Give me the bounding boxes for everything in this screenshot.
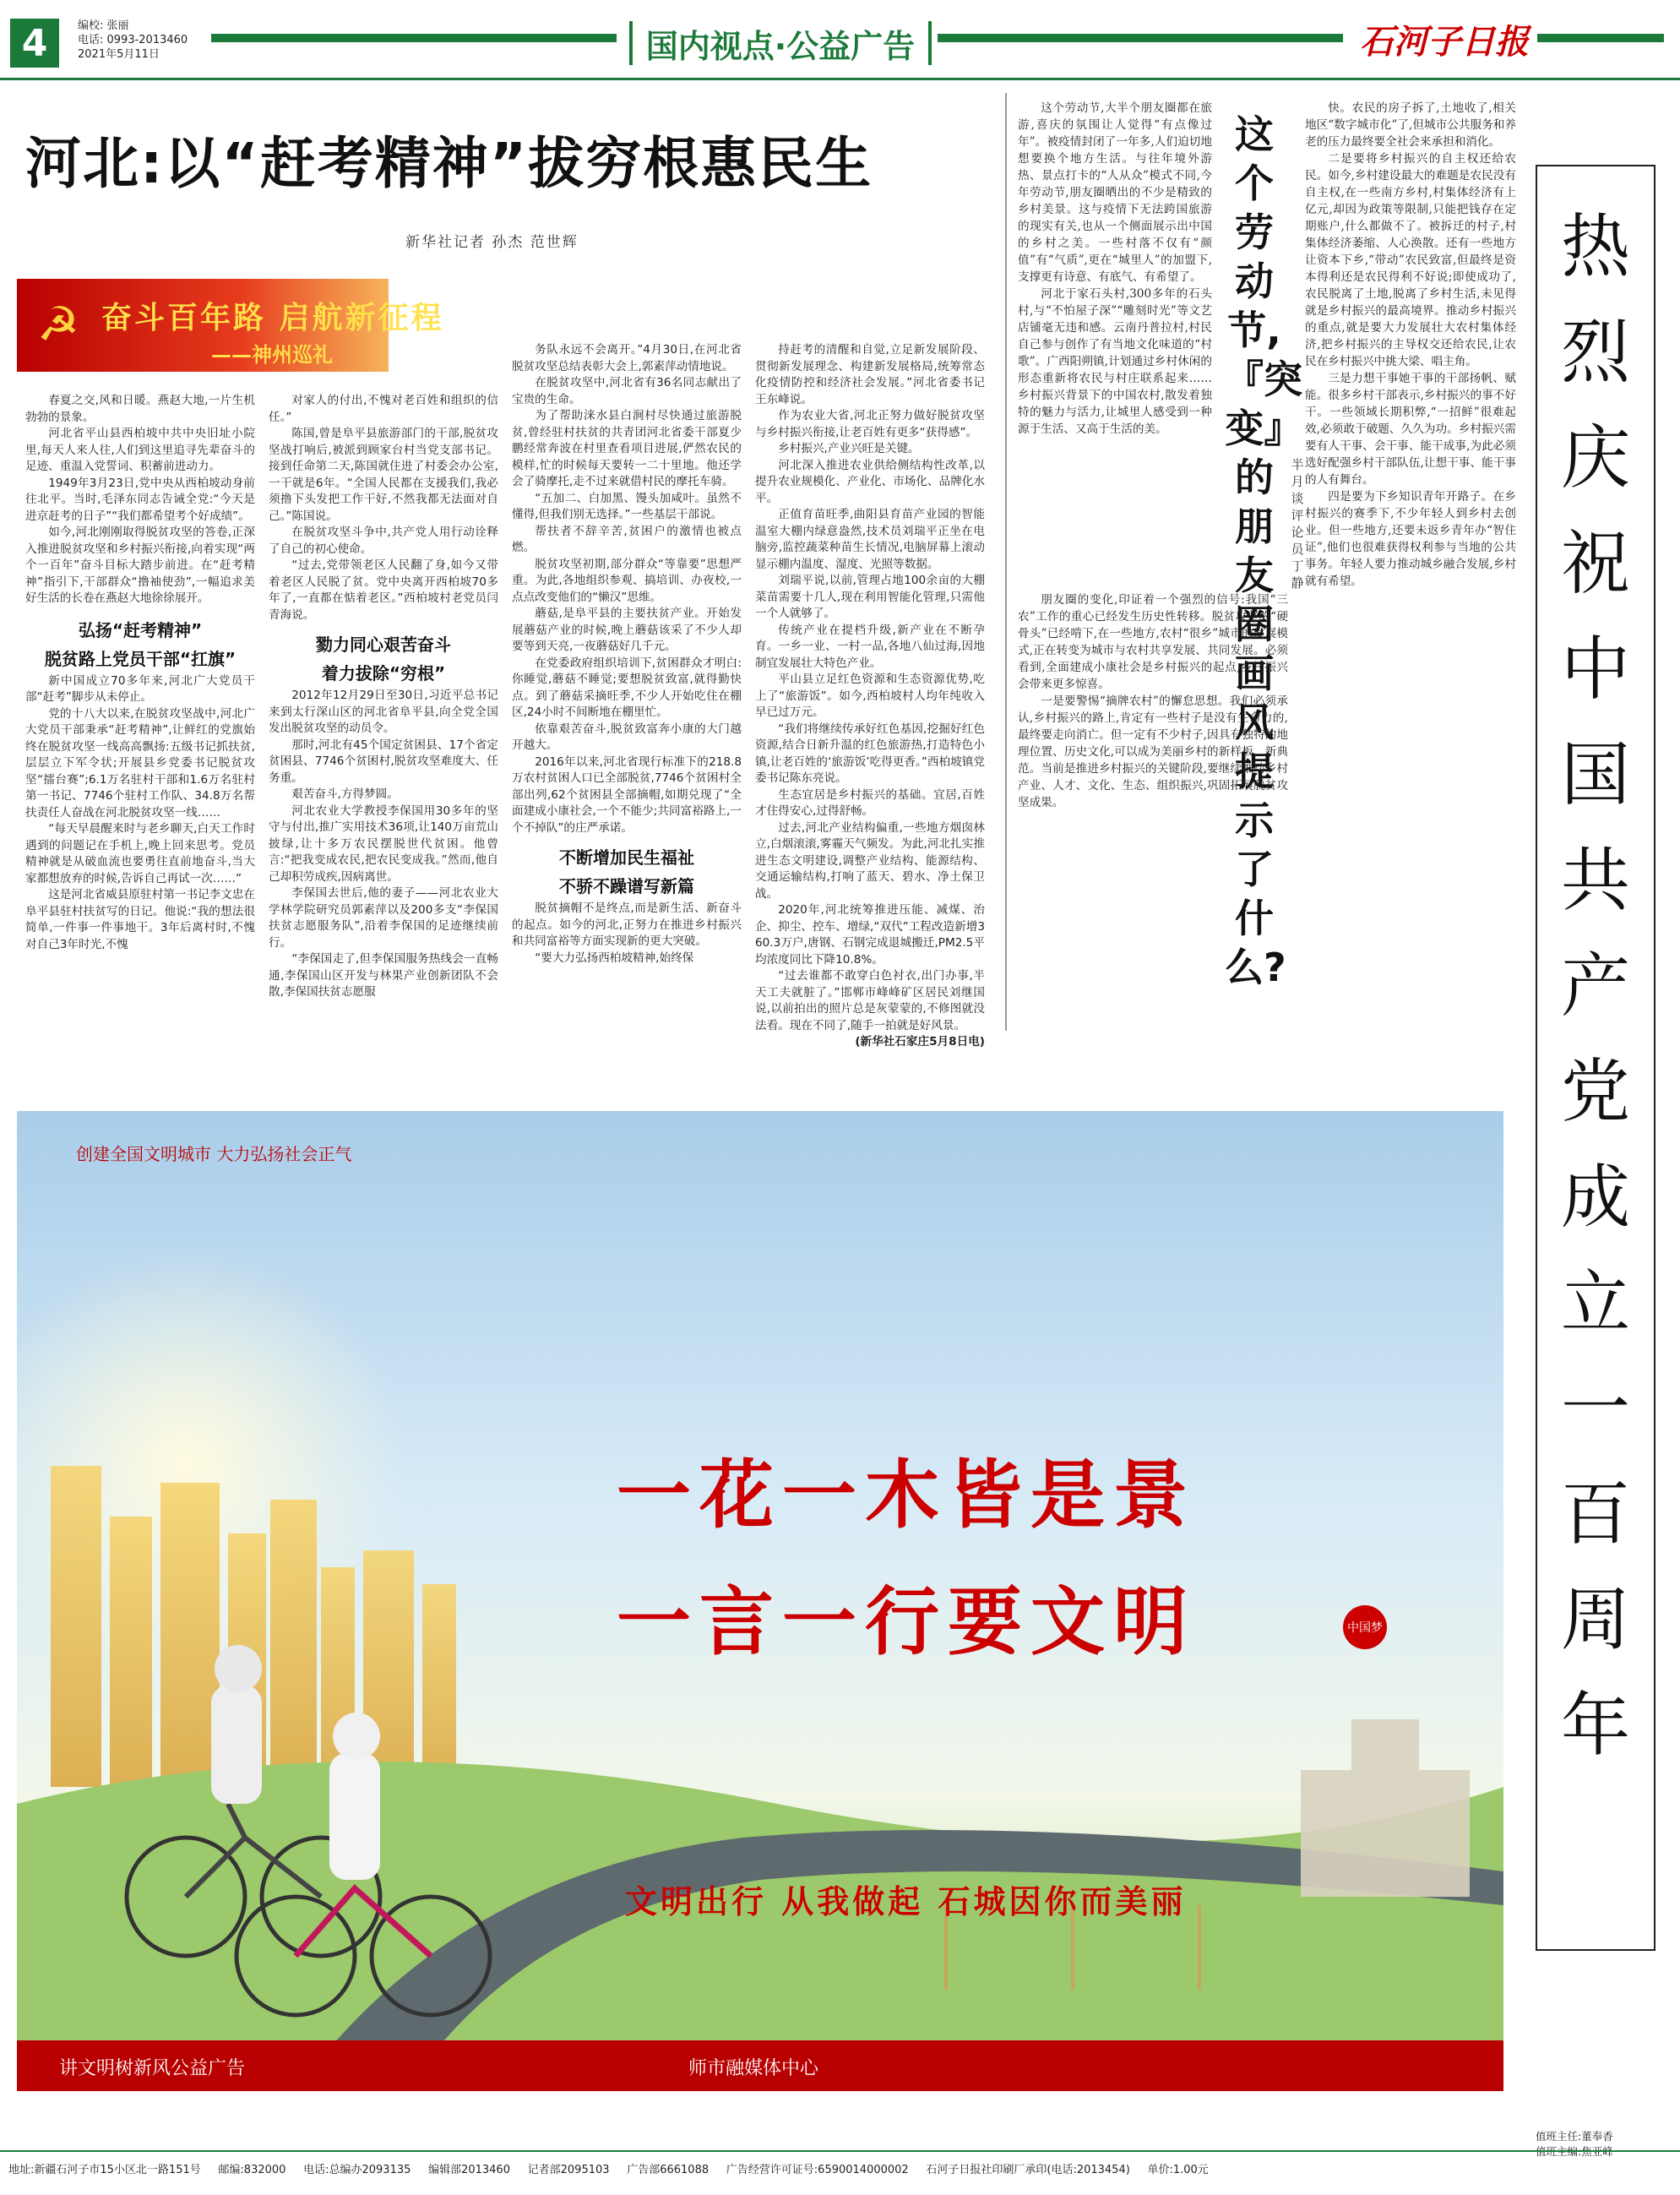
phone-label: 电话: 0993-2013460: [78, 34, 188, 46]
footer-price: 单价:1.00元: [1147, 2164, 1209, 2176]
celebration-banner-text: 热烈庆祝中国共产党成立一百周年: [1560, 207, 1630, 1766]
subheading: 弘扬“赶考精神”: [78, 619, 203, 640]
editor-label: 编校: 张丽: [78, 19, 129, 32]
paragraph: 李保国去世后,他的妻子——河北农业大学林学院研究员郭素萍以及200多支“李保国扶贫志愿服务队”,沿着李保国的足迹继续前行。: [269, 886, 498, 950]
paragraph: 一是要警惕“摘牌农村”的懈怠思想。我们必须承认,乡村振兴的路上,肯定有一些村子是没有生命力的,最终要走向消亡。但一定有不少村子,因具有独特的地理位置、历史文化,可以成为美丽乡村的新样板、新典范。当前是推进乡村振兴的关键阶段,要继续推动乡村产业、人才、文化、生态、组织振兴,巩固拓展脱贫攻坚成果。: [1018, 694, 1288, 809]
paragraph: “我们将继续传承好红色基因,挖掘好红色资源,结合日新升温的红色旅游热,打造特色小镇,让老百姓的‘旅游饭’吃得更香。”西柏坡镇党委书记陈东亮说。: [755, 722, 985, 785]
ad-seal: 中国梦: [1343, 1605, 1387, 1649]
paragraph: 1949年3月23日,党中央从西柏坡动身前往北平。当时,毛泽东同志告诫全党:“今天是进京赶考的日子”“我们都希望考个好成绩”。: [25, 476, 255, 523]
article-column-2: [269, 393, 498, 1001]
paragraph: 艰苦奋斗,方得梦圆。: [291, 787, 399, 801]
subheading: 勠力同心艰苦奋斗: [316, 635, 451, 655]
paragraph: “过去,党带领老区人民翻了身,如今又带着老区人民脱了贫。党中央离开西柏坡70多年了,一直都在惦着老区。”西柏坡村老党员闫青海说。: [269, 558, 498, 622]
subheading: 不断增加民生福祉: [559, 847, 694, 868]
paragraph: 生态宜居是乡村振兴的基础。宜居,百姓才住得安心,过得舒畅。: [755, 787, 985, 818]
ad-headline-1: 一花一木皆是景: [617, 1451, 1197, 1539]
duty-chief-editor: [1536, 2144, 1613, 2160]
right-buildings: [1301, 1719, 1470, 1897]
header-bar-left: [211, 34, 617, 42]
paragraph: 党的十八大以来,在脱贫攻坚战中,河北广大党员干部秉承“赶考精神”,让鲜红的党旗始终在脱贫攻坚一线高高飘扬:五级书记抓扶贫,层层立下军令状;开展县乡党委书记脱贫攻坚“擂台赛”;6.1万名驻村干部和1.6万名驻村第一书记、7746个驻村工作队、34.8万名帮扶责任人奋战在河北脱贫攻坚一线……: [25, 706, 255, 820]
ad-slogan-bottom: 文明出行 从我做起 石城因你而美丽: [625, 1883, 1187, 1920]
paragraph: 三是力想干事她干事的干部扬帆、赋能。很多乡村干部表示,乡村振兴的事不好干。一些领域长期积弊,“一招鲜”很难起效,必须敢于破题、久久为功。乡村振兴需要有人干事、会干事、能干成事,为此必须选好配强乡村干部队伍,让想干事、能干事的人有舞台。: [1305, 372, 1516, 487]
paragraph: 持赶考的清醒和自觉,立足新发展阶段、贯彻新发展理念、构建新发展格局,统筹常态化疫情防控和经济社会发展。”河北省委书记王东峰说。: [755, 343, 985, 406]
paragraph: 帮扶者不辞辛苦,贫困户的激情也被点燃。: [512, 524, 742, 554]
paragraph: 务队永远不会离开。”4月30日,在河北省脱贫攻坚总结表彰大会上,郭素萍动情地说。: [512, 343, 742, 373]
article-byline: 新华社记者 孙杰 范世辉: [405, 234, 579, 251]
paragraph: “李保国走了,但李保国服务热线会一直畅通,李保国山区开发与林果产业创新团队不会散,李保国扶贫志愿服: [269, 952, 498, 999]
paragraph: “过去谁都不敢穿白色衬衣,出门办事,半天工夫就脏了。”邯郸市峰峰矿区居民刘继国说,以前拍出的照片总是灰蒙蒙的,不修图就没法看。现在不同了,随手一拍就是好风景。: [755, 969, 985, 1032]
header-bar-far-right: [1537, 34, 1664, 42]
article-column-4: [755, 342, 985, 1051]
article-credit: (新华社石家庄5月8日电): [855, 1035, 985, 1048]
footer-postcode: 邮编:832000: [218, 2164, 286, 2176]
party-emblem-icon: ☭: [36, 297, 80, 352]
paragraph: 2012年12月29日至30日,习近平总书记来到太行深山区的河北省阜平县,向全党全国发出脱贫攻坚的动员令。: [269, 689, 498, 735]
paragraph: 平山县立足红色资源和生态资源优势,吃上了“旅游饭”。如今,西柏坡村人均年纯收入早已过万元。: [755, 673, 985, 719]
footer-reporters: 记者部2095103: [527, 2164, 610, 2176]
page-meta: [78, 19, 188, 62]
footer-license: 广告经营许可证号:6590014000002: [726, 2164, 909, 2176]
paragraph: “五加二、白加黑、馒头加咸叶。虽然不懂得,但我们别无选择。”一些基层干部说。: [512, 491, 742, 521]
paragraph: 河北于家石头村,300多年的石头村,与“不怕屋子深”“雕刻时光”等文艺店铺毫无违和感。云南丹普拉村,村民自己参与创作了有当地文化味道的“村歌”。广西阳朔镇,计划通过乡村休闲的形态重新将农民与村庄联系起来……乡村振兴背景下的中国农村,散发着独特的魅力与活力,让城里人感受到一种源于生活、又高于生活的美。: [1018, 287, 1212, 436]
paragraph: 过去,河北产业结构偏重,一些地方烟囱林立,白烟滚滚,雾霾天气频发。为此,河北扎实推进生态文明建设,调整产业结构、能源结构、交通运输结构,打响了蓝天、碧水、净土保卫战。: [755, 820, 985, 901]
footer-phone: 电话:总编办2093135: [303, 2164, 411, 2176]
commentary-column-3: [1305, 100, 1516, 590]
ad-footer-bar: [17, 2040, 1503, 2091]
paragraph: 刘瑞平说,以前,管理占地100余亩的大棚菜苗需要十几人,现在利用智能化管理,只需他一个人就够了。: [755, 574, 985, 620]
paragraph: 为了帮助涞水县白涧村尽快通过旅游脱贫,曾经驻村扶贫的共青团河北省委干部夏少鹏经常奔波在村里查看项目进展,俨然农民的模样,忙的时候每天要转一二十里地。他还学会了骑摩托,走不过来就借村民的摩托车骑。: [512, 409, 742, 488]
article-column-3: [512, 342, 742, 967]
paragraph: 作为农业大省,河北正努力做好脱贫攻坚与乡村振兴衔接,让老百姓有更多“获得感”。: [755, 409, 985, 439]
page-header: [0, 0, 1680, 84]
paragraph: 在脱贫攻坚斗争中,共产党人用行动诠释了自己的初心使命。: [269, 526, 498, 556]
section-title: 国内视点·公益广告: [629, 21, 932, 65]
ad-slogan-top: 创建全国文明城市 大力弘扬社会正气: [76, 1144, 352, 1164]
commentary-column-2: [1018, 591, 1288, 811]
footer-ads: 广告部6661088: [627, 2164, 710, 2176]
header-rule: [0, 78, 1680, 80]
paragraph: “每天早晨醒来时与老乡聊天,白天工作时遇到的问题记在手机上,晚上回来思考。党员精神就是从破血流也要勇往直前地奋斗,当大家都想放弃的时候,告诉自己再试一次……”: [25, 822, 255, 885]
ad-footer-center: 师市融媒体中心: [688, 2058, 819, 2079]
footer-printer: 石河子日报社印刷厂承印(电话:2013454): [926, 2164, 1130, 2176]
paragraph: 对家人的付出,不愧对老百姓和组织的信任。”: [269, 394, 498, 424]
commentary-title: 这个劳动节,『突变』的朋友圈画风提示了什么?: [1225, 112, 1302, 990]
paragraph: 脱贫攻坚初期,部分群众“等靠要”思想严重。为此,各地组织参观、搞培训、办夜校,一点点改变他们的“懒汉”思维。: [512, 557, 742, 604]
ad-headline-2: 一言一行要文明: [617, 1577, 1197, 1665]
paragraph: 蘑菇,是阜平县的主要扶贫产业。开始发展蘑菇产业的时候,晚上蘑菇该采了不少人却要等到天亮,一夜蘑菇好几千元。: [512, 607, 742, 653]
footer-editorial: 编辑部2013460: [428, 2164, 510, 2176]
header-bar-right: [938, 34, 1343, 42]
subheading: 脱贫路上党员干部“扛旗”: [44, 648, 237, 669]
paragraph: 脱贫摘帽不是终点,而是新生活、新奋斗的起点。如今的河北,正努力在推进乡村振兴和共同富裕等方面实现新的更大突破。: [512, 901, 742, 948]
paragraph: 快。农民的房子拆了,土地收了,相关地区“数字城市化”了,但城市公共服务和养老的压力最终要全社会来承担和消化。: [1305, 101, 1516, 149]
article-headline: 河北:以“赶考精神”拔穷根惠民生: [25, 131, 873, 196]
paragraph: 二是要将乡村振兴的自主权还给农民。如今,乡村建设最大的难题是农民没有自主权,在一些南方乡村,村集体经济有上亿元,却因为政策等限制,只能把钱存在定期账户,什么都做不了。被拆迁的村子,村集体经济萎缩、人心涣散。还有一些地方让资本下乡,“带动”农民致富,但最终是资本得利还是农民得利不好说;即使成功了,农民脱离了土地,脱离了乡村生活,未见得就是乡村振兴的最高境界。推动乡村振兴的重点,就是要大力发展壮大农村集体经济,把乡村振兴的主导权交还给农民,让农民在乡村振兴中挑大梁、唱主角。: [1305, 152, 1516, 368]
subheading: 着力拔除“穷根”: [321, 663, 446, 684]
public-service-ad: [17, 1111, 1503, 2091]
paragraph: 那时,河北有45个国定贫困县、17个省定贫困县、7746个贫困村,脱贫攻坚难度大、任务重。: [269, 738, 498, 785]
paragraph: 新中国成立70多年来,河北广大党员干部“赶考”脚步从未停止。: [25, 673, 255, 704]
paragraph: 河北农业大学教授李保国用30多年的坚守与付出,推广实用技术36项,让140万亩荒山披绿,让十多万农民摆脱世代贫困。他曾言:“把我变成农民,把农民变成我。”然而,他自己却积劳成疾,因病离世。: [269, 803, 498, 884]
duty-editors: [1536, 2129, 1613, 2160]
paragraph: 正值育苗旺季,曲阳县育苗产业园的智能温室大棚内绿意盎然,技术员刘瑞平正坐在电脑旁,监控蔬菜种苗生长情况,电脑屏幕上滚动显示棚内温度、湿度、光照等数据。: [755, 508, 985, 571]
paragraph: 依靠艰苦奋斗,脱贫致富奔小康的大门越开越大。: [512, 722, 742, 752]
paragraph: 河北深入推进农业供给侧结构性改革,以提升农业规模化、产业化、市场化、品牌化水平。: [755, 458, 985, 505]
footer-rule: [0, 2150, 1680, 2152]
duty-director: 值班主任:董奉香: [1536, 2130, 1613, 2143]
paragraph: “要大力弘扬西柏坡精神,始终保: [535, 950, 694, 965]
page-number: 4: [10, 19, 59, 68]
banner-subtitle: ——神州巡礼: [211, 343, 333, 367]
paragraph: 在党委政府组织培训下,贫困群众才明白:你睡觉,蘑菇不睡觉;要想脱贫致富,就得勤快点。到了蘑菇采摘旺季,不少人开始吃住在棚区,24小时不间断地在棚里忙。: [512, 656, 742, 719]
paragraph: 河北省平山县西柏坡中共中央旧址小院里,每天人来人往,人们到这里追寻先辈奋斗的足迹、重温入党誓词、积蓄前进动力。: [25, 427, 255, 473]
paragraph: 如今,河北刚刚取得脱贫攻坚的答卷,正深入推进脱贫攻坚和乡村振兴衔接,向着实现“两个一百年”奋斗目标大踏步前进。在“赶考精神”指引下,干部群众“撸袖使劲”,一幅追求美好生活的长卷在燕赵大地徐徐展开。: [25, 526, 255, 605]
date-label: 2021年5月11日: [78, 48, 160, 61]
paragraph: 2020年,河北统筹推进压能、减煤、治企、抑尘、控车、增绿,“双代”工程改造新增360.3万户,唐钢、石钢完成退城搬迁,PM2.5平均浓度同比下降10.8%。: [755, 903, 985, 967]
paragraph: 传统产业在提档升级,新产业在不断孕育。一乡一业、一村一品,各地八仙过海,因地制宜发展壮大特色产业。: [755, 623, 985, 670]
commentary-column-1: [1018, 100, 1212, 438]
banner-title: 奋斗百年路 启航新征程: [101, 301, 444, 335]
paragraph: 2016年以来,河北省现行标准下的218.8万农村贫困人口已全部脱贫,7746个贫困村全部出列,62个贫困县全部摘帽,如期兑现了“全面建成小康社会,一个不能少;共同富裕路上,一个不掉队”的庄严承诺。: [512, 754, 742, 835]
paper-logo: 石河子日报: [1360, 22, 1529, 62]
paragraph: 春夏之交,风和日暖。燕赵大地,一片生机勃勃的景象。: [25, 394, 255, 424]
paragraph: 乡村振兴,产业兴旺是关键。: [778, 442, 920, 455]
ad-footer-left: 讲文明树新风公益广告: [59, 2058, 246, 2079]
paragraph: 这个劳动节,大半个朋友圈都在旅游,喜庆的氛围让人觉得“有点像过年”。被疫情封闭了一年多,人们迫切地想要换个地方生活。与往年境外游热、景点打卡的“人从众”模式不同,今年劳动节,朋友圈晒出的不少是精致的乡村美景。这与疫情下无法跨国旅游的现实有关,也从一个侧面展示出中国的乡村之美。一些村落不仅有“颜值”有“气质”,更在“城里人”的加盟下,支撑更有诗意、有底气、有希望了。: [1018, 101, 1212, 284]
article-column-1: [25, 393, 255, 953]
subheading: 不骄不躁谱写新篇: [559, 876, 694, 896]
paragraph: 四是要为下乡知识青年开路子。在乡村振兴的赛季下,不少年轻人到乡村去创业。但一些地方,还要未返乡青年办“智住证”,他们也很难获得权利参与当地的公共事务。年轻人要力推动城乡融合发展,乡村就有希望。: [1305, 490, 1516, 588]
paragraph: 在脱贫攻坚中,河北省有36名同志献出了宝贵的生命。: [512, 376, 742, 406]
paragraph: 这是河北省威县原驻村第一书记李文忠在阜平县驻村扶贫写的日记。他说:“我的想法很简单,一件事一件事地干。3年后离村时,不愧对自己3年时光,不愧: [25, 888, 255, 951]
paragraph: 陈国,曾是阜平县旅游部门的干部,脱贫攻坚战打响后,被派到顾家台村当党支部书记。接到任命第二天,陈国就住进了村委会办公室,一干就是6年。“全国人民都在支援我们,我必须撸下头发把工作干好,不然我都无法面对自己。”陈国说。: [269, 427, 498, 523]
column-divider: [1005, 93, 1007, 1031]
footer-address: 地址:新疆石河子市15小区北一路151号: [8, 2164, 201, 2176]
paragraph: 朋友圈的变化,印证着一个强烈的信号:我国“三农”工作的重心已经发生历史性转移。脱贫攻坚的“硬骨头”已经啃下,在一些地方,农村“很乡”城市的发展模式,正在转变为城市与农村共享发展、共同发展。必须看到,全面建成小康社会是乡村振兴的起点,乡村振兴会带来更多惊喜。: [1018, 593, 1288, 691]
commentary-author: 半月谈评论员 丁静: [1291, 457, 1304, 591]
page-footer: [8, 2160, 1672, 2176]
